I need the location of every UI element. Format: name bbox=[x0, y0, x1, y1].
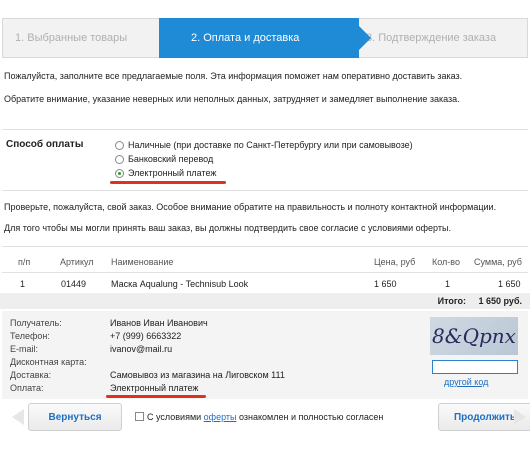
other-code-link[interactable]: другой код bbox=[444, 377, 489, 387]
highlight-underline bbox=[106, 395, 206, 398]
consent-text bbox=[147, 412, 383, 422]
step-confirmation[interactable] bbox=[347, 18, 528, 58]
col-header-article: Артикул bbox=[60, 257, 94, 267]
arrow-left-icon bbox=[12, 409, 24, 425]
check-text-1: Проверьте, пожалуйста, свой заказ. Особое внимание обратите на правильность и полноту контактной информации. bbox=[4, 202, 497, 212]
intro-text-1: Пожалуйста, заполните все предлагаемые поля. Эта информация поможет нам оперативно доставить заказ. bbox=[4, 71, 463, 81]
cell-sum: 1 650 bbox=[498, 279, 521, 289]
total-label: Итого: bbox=[437, 296, 466, 306]
continue-button[interactable]: Продолжить bbox=[438, 403, 530, 431]
check-text-2: Для того чтобы мы могли принять ваш заказ, вы должны подтвердить свое согласие с условиями оферты. bbox=[4, 223, 451, 233]
table-row bbox=[0, 277, 530, 293]
consent-checkbox[interactable] bbox=[135, 412, 144, 421]
radio-button[interactable] bbox=[115, 141, 124, 150]
payment-value: Электронный платеж bbox=[110, 383, 199, 393]
footer-bar bbox=[2, 403, 528, 433]
cell-article: 01449 bbox=[61, 279, 87, 289]
col-header-price: Цена, руб bbox=[374, 257, 416, 267]
payment-option-label: Банковский перевод bbox=[128, 154, 214, 164]
recipient-name: Иванов Иван Иванович bbox=[110, 318, 208, 328]
radio-button[interactable] bbox=[115, 155, 124, 164]
total-value: 1 650 руб. bbox=[478, 296, 522, 306]
email-label: E-mail: bbox=[10, 344, 39, 354]
order-total-bar bbox=[0, 293, 530, 309]
col-header-sum: Сумма, руб bbox=[474, 257, 522, 267]
divider bbox=[2, 246, 528, 247]
payment-option-label: Наличные (при доставке по Санкт-Петербургу или при самовывозе) bbox=[128, 140, 413, 150]
payment-option-bank[interactable] bbox=[115, 154, 213, 164]
step-label: 2. Оплата и доставка bbox=[191, 32, 300, 44]
phone-value: +7 (999) 6663322 bbox=[110, 331, 182, 341]
payment-option-label: Электронный платеж bbox=[128, 168, 217, 178]
checkout-steps bbox=[2, 18, 528, 58]
col-header-num: п/п bbox=[18, 257, 31, 267]
payment-option-cash[interactable] bbox=[115, 140, 413, 150]
cell-qty: 1 bbox=[445, 279, 451, 289]
step-label: 3. Подтверждение заказа bbox=[366, 32, 497, 44]
captcha-input[interactable] bbox=[432, 360, 518, 374]
discount-card-label: Дисконтная карта: bbox=[10, 357, 87, 367]
captcha-image: 8&Qpnx bbox=[430, 317, 518, 355]
payment-label: Оплата: bbox=[10, 383, 44, 393]
step-active-arrow bbox=[351, 18, 371, 58]
back-button[interactable]: Вернуться bbox=[28, 403, 122, 431]
highlight-underline bbox=[110, 181, 226, 184]
divider bbox=[2, 190, 528, 191]
cell-name: Маска Aqualung - Technisub Look bbox=[111, 279, 249, 289]
recipient-label: Получатель: bbox=[10, 318, 62, 328]
email-value: ivanov@mail.ru bbox=[110, 344, 173, 354]
cell-price: 1 650 bbox=[374, 279, 397, 289]
phone-label: Телефон: bbox=[10, 331, 50, 341]
consent-after: ознакомлен и полностью согласен bbox=[236, 412, 384, 422]
offer-link[interactable]: оферты bbox=[203, 412, 237, 422]
radio-button-checked[interactable] bbox=[115, 169, 124, 178]
divider bbox=[2, 272, 528, 273]
step-label: 1. Выбранные товары bbox=[15, 32, 128, 44]
step-payment-delivery[interactable] bbox=[159, 18, 359, 58]
intro-text-2: Обратите внимание, указание неверных или неполных данных, затрудняет и замедляет выполнение заказа. bbox=[4, 94, 460, 104]
delivery-value: Самовывоз из магазина на Лиговском 111 bbox=[110, 370, 285, 380]
step-selected-goods[interactable] bbox=[2, 18, 167, 58]
cell-num: 1 bbox=[20, 279, 26, 289]
payment-method-title: Способ оплаты bbox=[6, 139, 84, 150]
payment-option-electronic[interactable] bbox=[115, 168, 216, 178]
delivery-label: Доставка: bbox=[10, 370, 52, 380]
arrow-right-icon bbox=[514, 409, 526, 425]
consent-before: С условиями bbox=[147, 412, 204, 422]
divider bbox=[2, 129, 528, 130]
col-header-name: Наименование bbox=[111, 257, 174, 267]
order-table-header bbox=[0, 255, 530, 271]
col-header-qty: Кол-во bbox=[432, 257, 460, 267]
